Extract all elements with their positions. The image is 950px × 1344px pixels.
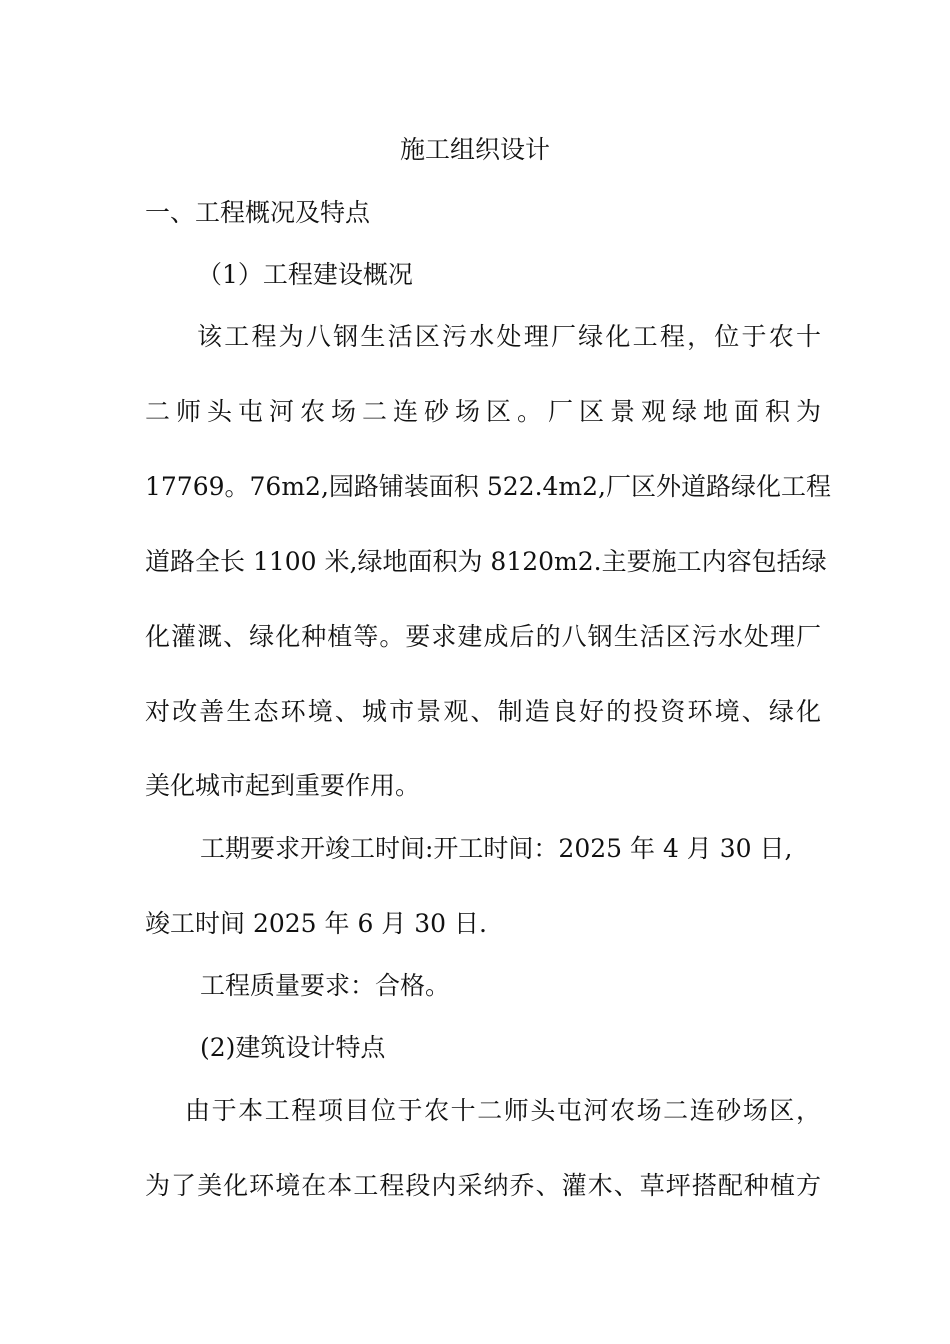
paragraph-line: 由于本工程项目位于农十二师头屯河农场二连砂场区， (185, 1096, 821, 1125)
paragraph-line: 为了美化环境在本工程段内采纳乔、灌木、草坪搭配种植方 (145, 1171, 821, 1200)
paragraph-line: 二师头屯河农场二连砂场区。厂区景观绿地面积为 (145, 397, 821, 426)
paragraph-line: 该工程为八钢生活区污水处理厂绿化工程，位于农十 (197, 322, 821, 351)
paragraph-line: 美化城市起到重要作用。 (145, 771, 421, 800)
paragraph-line: 17769。76m2,园路铺装面积 522.4m2,厂区外道路绿化工程 (145, 472, 831, 501)
section-heading: 一、工程概况及特点 (145, 198, 371, 227)
paragraph-line: 化灌溉、绿化种植等。要求建成后的八钢生活区污水处理厂 (145, 622, 821, 651)
paragraph-line: 对改善生态环境、城市景观、制造良好的投资环境、绿化 (145, 697, 821, 726)
subsection-heading: （1）工程建设概况 (197, 260, 413, 289)
quality-requirement: 工程质量要求：合格。 (200, 971, 451, 1000)
paragraph-line: 道路全长 1100 米,绿地面积为 8120m2.主要施工内容包括绿 (145, 547, 827, 576)
schedule-line: 竣工时间 2025 年 6 月 30 日. (145, 909, 487, 938)
schedule-line: 工期要求开竣工时间:开工时间：2025 年 4 月 30 日, (200, 834, 793, 863)
document-title: 施工组织设计 (399, 135, 550, 164)
subsection-heading: (2)建筑设计特点 (200, 1033, 386, 1062)
